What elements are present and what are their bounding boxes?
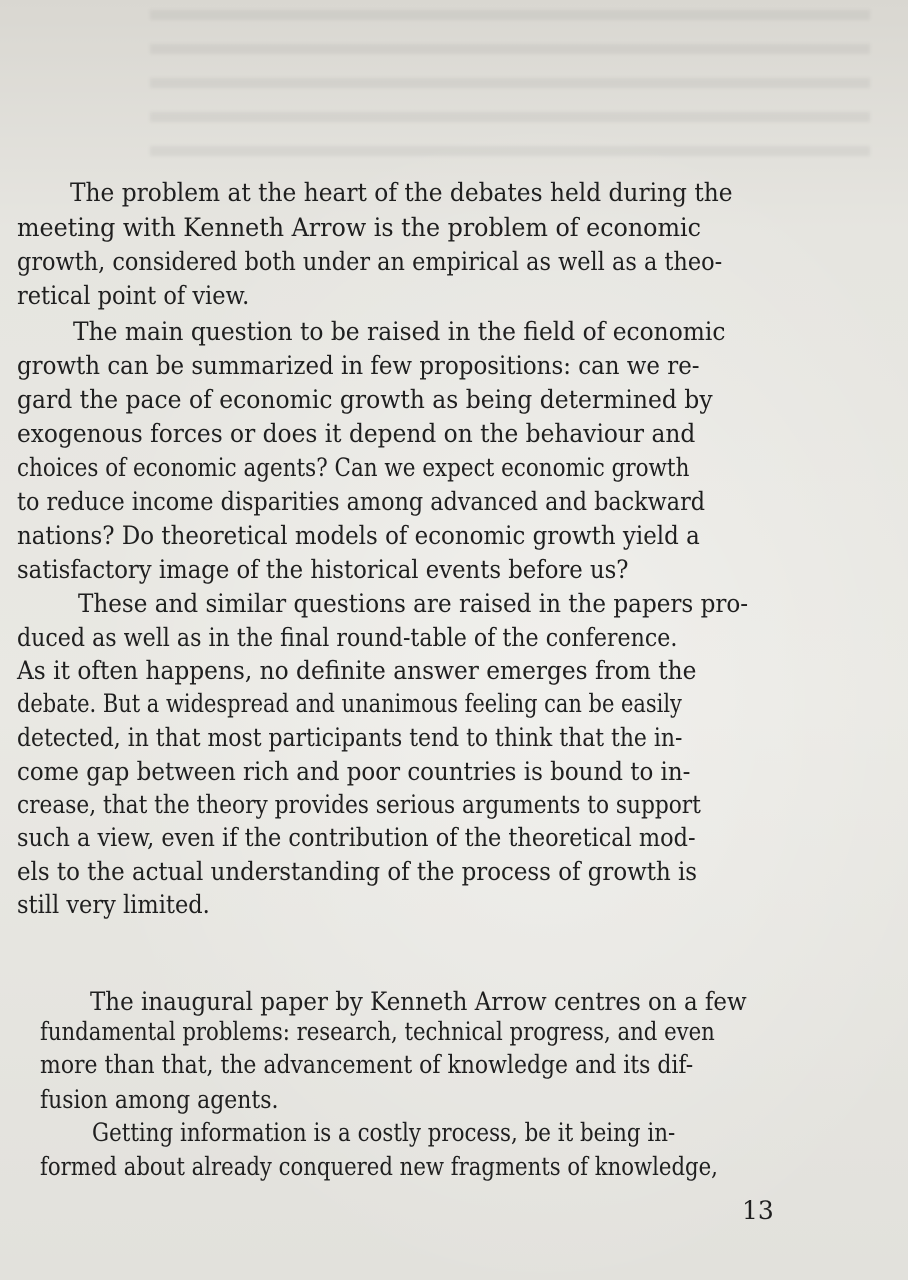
text-line: nations? Do theoretical models of economic growth yield a	[17, 521, 700, 550]
text-line: crease, that the theory provides serious arguments to support	[17, 790, 701, 819]
text-line: growth can be summarized in few propositions: can we re-	[17, 351, 700, 380]
text-line: fusion among agents.	[40, 1085, 279, 1114]
text-line: exogenous forces or does it depend on the behaviour and	[17, 419, 696, 448]
text-line: choices of economic agents? Can we expect economic growth	[17, 453, 690, 482]
text-line: meeting with Kenneth Arrow is the problem of economic	[17, 213, 701, 242]
text-line: The inaugural paper by Kenneth Arrow centres on a few	[90, 987, 747, 1016]
text-line: The problem at the heart of the debates held during the	[70, 178, 733, 207]
page-number: 13	[742, 1196, 774, 1225]
text-line: formed about already conquered new fragments of knowledge,	[40, 1152, 718, 1181]
text-line: come gap between rich and poor countries is bound to in-	[17, 757, 691, 786]
text-line: The main question to be raised in the field of economic	[73, 317, 726, 346]
reverse-side-bleed-through	[150, 10, 870, 170]
text-line: These and similar questions are raised in the papers pro-	[78, 589, 749, 618]
text-line: to reduce income disparities among advanced and backward	[17, 487, 706, 516]
text-line: As it often happens, no definite answer emerges from the	[17, 656, 697, 685]
text-line: retical point of view.	[17, 281, 250, 310]
text-line: satisfactory image of the historical events before us?	[17, 555, 629, 584]
text-line: fundamental problems: research, technical progress, and even	[40, 1017, 715, 1046]
text-line: els to the actual understanding of the process of growth is	[17, 857, 698, 886]
text-line: debate. But a widespread and unanimous feeling can be easily	[17, 689, 682, 718]
text-line: more than that, the advancement of knowledge and its dif-	[40, 1050, 694, 1079]
text-line: Getting information is a costly process, be it being in-	[92, 1118, 676, 1147]
text-line: duced as well as in the final round-table of the conference.	[17, 623, 678, 652]
text-line: still very limited.	[17, 890, 210, 919]
text-line: growth, considered both under an empirical as well as a theo-	[17, 247, 723, 276]
text-line: gard the pace of economic growth as being determined by	[17, 385, 713, 414]
text-line: such a view, even if the contribution of the theoretical mod-	[17, 823, 696, 852]
text-line: detected, in that most participants tend to think that the in-	[17, 723, 683, 752]
